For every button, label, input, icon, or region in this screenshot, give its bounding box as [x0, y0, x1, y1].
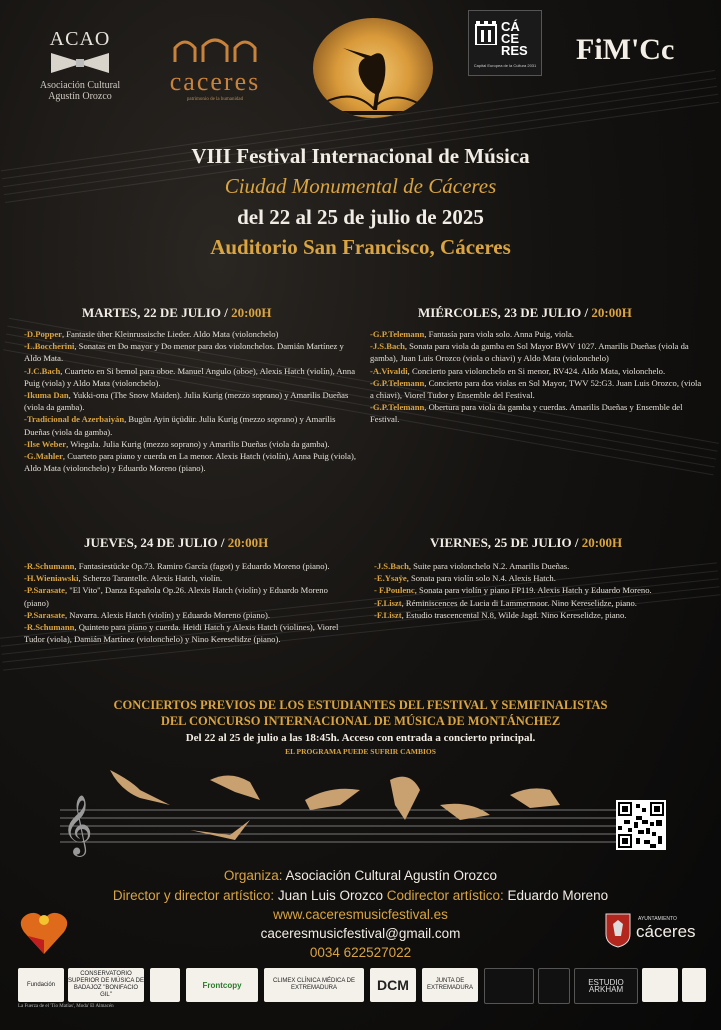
sponsor-logo: [150, 968, 180, 1002]
program-item: [24, 340, 362, 364]
city-council-label: AYUNTAMIENTO: [638, 916, 677, 922]
organizer-value: Asociación Cultural Agustín Orozco: [282, 868, 498, 883]
sponsor-logo: [642, 968, 678, 1002]
day-heading-wednesday: [418, 305, 632, 321]
program-item: [374, 584, 710, 596]
composer-name: -E.Ysaÿe: [374, 573, 407, 584]
acao-logo-title: ACAO: [49, 28, 111, 50]
sponsor-logo: CLIMEX CLÍNICA MÉDICA DE EXTREMADURA: [264, 968, 364, 1002]
composer-name: -G.P.Telemann: [370, 402, 425, 413]
program-piece-and-performers: , Sonatas en Do mayor y Do menor para dos violonchelos. Damián Martínez y Aldo Mata.: [24, 341, 344, 364]
program-piece-and-performers: , Sonata para violín solo N.4. Alexis Hatch.: [406, 573, 556, 584]
fimcc-logo: FiM'Cc: [576, 33, 675, 66]
composer-name: -Ilse Weber: [24, 438, 67, 449]
program-item: [374, 572, 710, 584]
city-council-name: cáceres: [636, 922, 696, 941]
organizer-label: Organiza:: [223, 868, 283, 883]
program-item: [370, 365, 706, 377]
organizer-line: [0, 868, 721, 883]
sponsor-logo: ESTUDIO ARKHAM: [574, 968, 638, 1004]
composer-name: -G.P.Telemann: [370, 377, 425, 388]
program-piece-and-performers: , Concierto para dos violas en Sol Mayor, TWV 52:G3. Juan Luis Orozco, (viola a chiavi), Viorel Tudor y Ensemble del Festival.: [370, 377, 702, 401]
composer-name: -L.Boccherini: [24, 341, 75, 352]
program-piece-and-performers: , Cuarteto en Si bemol para oboe. Manuel Angulo (oboe), Alexis Hatch (violín), Anna Puig (viola) y Aldo Mata (violonchelo).: [24, 365, 356, 388]
caceres-heritage-word: caceres: [169, 67, 261, 96]
program-item: [374, 597, 710, 609]
program-piece-and-performers: , Fantasie über Kleinrussische Lieder. Aldo Mata (violonchelo): [61, 329, 279, 339]
composer-name: -J.S.Bach: [370, 341, 405, 352]
program-piece-and-performers: , Suite para violonchelo N.2. Amarilis Dueñas.: [408, 561, 570, 571]
program-item: [24, 560, 354, 572]
composer-name: -R.Schumann: [24, 561, 75, 571]
acao-logo-subtitle: Agustín Orozco: [48, 91, 112, 102]
caceres-heritage-logo: [152, 36, 278, 102]
sponsor-logo: [538, 968, 570, 1004]
program-item: [370, 377, 706, 401]
sponsor-logo: [484, 968, 534, 1004]
composer-name: -F.Liszt: [374, 609, 402, 620]
program-piece-and-performers: , Estudio trascencental N.8, Wilde Jagd. Nino Kereselidze, piano.: [401, 609, 627, 620]
day-heading-tuesday: [82, 305, 272, 321]
program-item: [370, 328, 706, 340]
stork-icon: [313, 18, 433, 118]
sponsor-logo: JUNTA DE EXTREMADURA: [422, 968, 478, 1002]
day-label: MIÉRCOLES, 23 DE JULIO /: [418, 305, 589, 320]
caceres-city-council-logo: [602, 910, 706, 950]
program-piece-and-performers: , "El Vito", Danza Española Op.26. Alexis Hatch (violín) y Eduardo Moreno (piano): [24, 585, 328, 608]
composer-name: -H.Wieniawski: [24, 573, 79, 584]
program-piece-and-performers: , Quinteto para piano y cuerda. Heidi Hatch y Alexis Hatch (violines), Viorel Tudor (viola), Damián Martínez (violonchelo) y Nino Kereselidze (piano).: [24, 622, 339, 645]
caceres-capital-word-line: CE: [501, 31, 520, 46]
caceres-heritage-tagline: patrimonio de la humanidad: [186, 97, 244, 102]
composer-name: - F.Poulenc: [374, 585, 415, 596]
program-piece-and-performers: , Fantasiestücke Op.73. Ramiro García (fagot) y Eduardo Moreno (piano).: [74, 561, 330, 571]
program-piece-and-performers: , Navarra. Alexis Hatch (violín) y Eduardo Moreno (piano).: [64, 609, 270, 620]
program-item: [374, 609, 710, 621]
program-item: [24, 438, 362, 450]
composer-name: -J.S.Bach: [374, 561, 409, 571]
tower-icon: [475, 21, 497, 45]
day-time: 20:00H: [227, 305, 272, 320]
composer-name: -Ikuma Dan: [24, 390, 69, 401]
directors-line: [0, 888, 721, 903]
program-list-wednesday: [370, 328, 706, 426]
composer-name: -A.Vivaldi: [370, 365, 408, 376]
caceres-capital-subtitle: Capital Europea de la Cultura 2031: [473, 63, 537, 68]
composer-name: -D.Popper: [24, 329, 62, 339]
codirector-label: Codirector artístico:: [382, 888, 504, 903]
composer-name: -G.Mahler: [24, 451, 63, 462]
caceres-capital-logo: [468, 10, 542, 76]
coat-of-arms-icon: [604, 912, 632, 948]
program-piece-and-performers: , Wiegala. Julia Kurig (mezzo soprano) y Amarilis Dueñas (viola da gamba).: [66, 438, 330, 449]
program-item: [24, 365, 362, 389]
composer-name: -R.Schumann: [24, 622, 75, 633]
website-link[interactable]: www.caceresmusicfestival.es: [273, 907, 448, 922]
sponsor-logo: Fundación: [18, 968, 64, 1002]
program-piece-and-performers: , Bugün Ayin üçüdür. Julia Kurig (mezzo soprano) y Amarilis Dueñas (viola da gamba).: [24, 414, 336, 437]
storks-on-staff-illustration: [60, 760, 620, 860]
program-piece-and-performers: , Yukki-ona (The Snow Maiden). Julia Kurig (mezzo soprano) y Amarilis Dueñas (viola da gamba).: [24, 390, 349, 413]
acao-logo-subtitle: Asociación Cultural: [39, 80, 121, 91]
day-time: 20:00H: [224, 535, 269, 550]
program-item: [370, 340, 706, 364]
festival-venue: Auditorio San Francisco, Cáceres: [210, 235, 511, 259]
program-piece-and-performers: , Concierto para violonchelo en Si menor, RV424. Aldo Mata, violonchelo.: [407, 365, 666, 376]
day-heading-friday: [430, 535, 622, 551]
day-label: MARTES, 22 DE JULIO /: [82, 305, 228, 320]
phone-number[interactable]: 0034 622527022: [309, 945, 412, 960]
email-link[interactable]: caceresmusicfestival@gmail.com: [260, 926, 461, 941]
sponsor-logo: CONSERVATORIO SUPERIOR DE MÚSICA DE BADAJOZ "BONIFACIO GIL": [68, 968, 144, 1002]
acao-logo: [30, 28, 130, 102]
program-item: [24, 621, 354, 645]
caceres-capital-word-line: CÁ: [501, 19, 520, 34]
festival-title: VIII Festival Internacional de Música: [191, 144, 530, 168]
program-piece-and-performers: , Scherzo Tarantelle. Alexis Hatch, violín.: [78, 573, 223, 584]
director-value: Juan Luis Orozco: [274, 888, 383, 903]
day-time: 20:00H: [578, 535, 623, 550]
arches-icon: [170, 36, 260, 62]
festival-dates: del 22 al 25 de julio de 2025: [237, 205, 484, 229]
program-item: [24, 413, 362, 437]
caceres-capital-word-line: RES: [501, 43, 528, 58]
program-item: [24, 572, 354, 584]
program-piece-and-performers: , Réminiscences de Lucia di Lammermoor. Nino Kereselidze, piano.: [401, 597, 637, 608]
composer-name: -P.Sarasate: [24, 609, 65, 620]
festival-subtitle: Ciudad Monumental de Cáceres: [224, 174, 497, 198]
program-item: [24, 328, 362, 340]
program-item: [24, 609, 354, 621]
day-heading-thursday: [84, 535, 268, 551]
director-label: Director y director artístico:: [112, 888, 275, 903]
previous-concerts-title: DEL CONCURSO INTERNACIONAL DE MÚSICA DE MONTÁNCHEZ: [160, 714, 561, 728]
qr-code[interactable]: [616, 800, 666, 850]
composer-name: -Tradicional de Azerbaiyán: [24, 414, 125, 425]
program-item: [24, 450, 362, 474]
program-piece-and-performers: , Sonata para violín y piano FP119. Alexis Hatch y Eduardo Moreno.: [414, 585, 652, 596]
day-label: JUEVES, 24 DE JULIO /: [84, 535, 225, 550]
program-list-thursday: [24, 560, 354, 645]
program-item: [374, 560, 710, 572]
program-change-warning: EL PROGRAMA PUEDE SUFRIR CAMBIOS: [285, 747, 436, 756]
program-piece-and-performers: , Sonata para viola da gamba en Sol Mayor BWV 1027. Amarilis Dueñas (viola da gamba), Juan Luis Orozco (viola o chiavi) y Aldo Mata (violonchelo): [370, 341, 689, 364]
composer-name: -G.P.Telemann: [370, 329, 425, 339]
program-item: [24, 389, 362, 413]
svg-text:𝄞: 𝄞: [62, 795, 93, 855]
caceres-capital-word: [501, 21, 528, 57]
program-list-tuesday: [24, 328, 362, 474]
sponsor-logo: [682, 968, 706, 1002]
program-piece-and-performers: , Fantasía para viola solo. Anna Puig, viola.: [424, 329, 574, 339]
bow-tie-icon: [49, 51, 111, 75]
previous-concerts-title: CONCIERTOS PREVIOS DE LOS ESTUDIANTES DEL FESTIVAL Y SEMIFINALISTAS: [113, 698, 608, 712]
stork-emblem: [313, 18, 433, 118]
sponsor-logo: DCM: [370, 968, 416, 1002]
day-label: VIERNES, 25 DE JULIO /: [430, 535, 579, 550]
codirector-value: Eduardo Moreno: [503, 888, 609, 903]
footnote: La Fuerza de el 'Tío Matías', Moda' El Almacén: [18, 1004, 114, 1009]
program-piece-and-performers: , Cuarteto para piano y cuerda en La menor. Alexis Hatch (violín), Anna Puig (viola), Aldo Mata (violonchelo) y Eduardo Moreno (piano).: [24, 451, 356, 474]
program-list-friday: [374, 560, 710, 621]
previous-concerts-schedule: Del 22 al 25 de julio a las 18:45h. Acceso con entrada a concierto principal.: [185, 732, 536, 744]
heart-sponsor-logo: [18, 910, 70, 958]
composer-name: -F.Liszt: [374, 597, 402, 608]
program-item: [24, 584, 354, 608]
program-piece-and-performers: , Obertura para viola da gamba y cuerdas. Amarilis Dueñas y Ensemble del Festival.: [370, 402, 683, 425]
sponsor-logo: Frontcopy: [186, 968, 258, 1002]
composer-name: -J.C.Bach: [24, 365, 61, 376]
composer-name: -P.Sarasate: [24, 585, 65, 596]
program-item: [370, 401, 706, 425]
day-time: 20:00H: [588, 305, 632, 320]
